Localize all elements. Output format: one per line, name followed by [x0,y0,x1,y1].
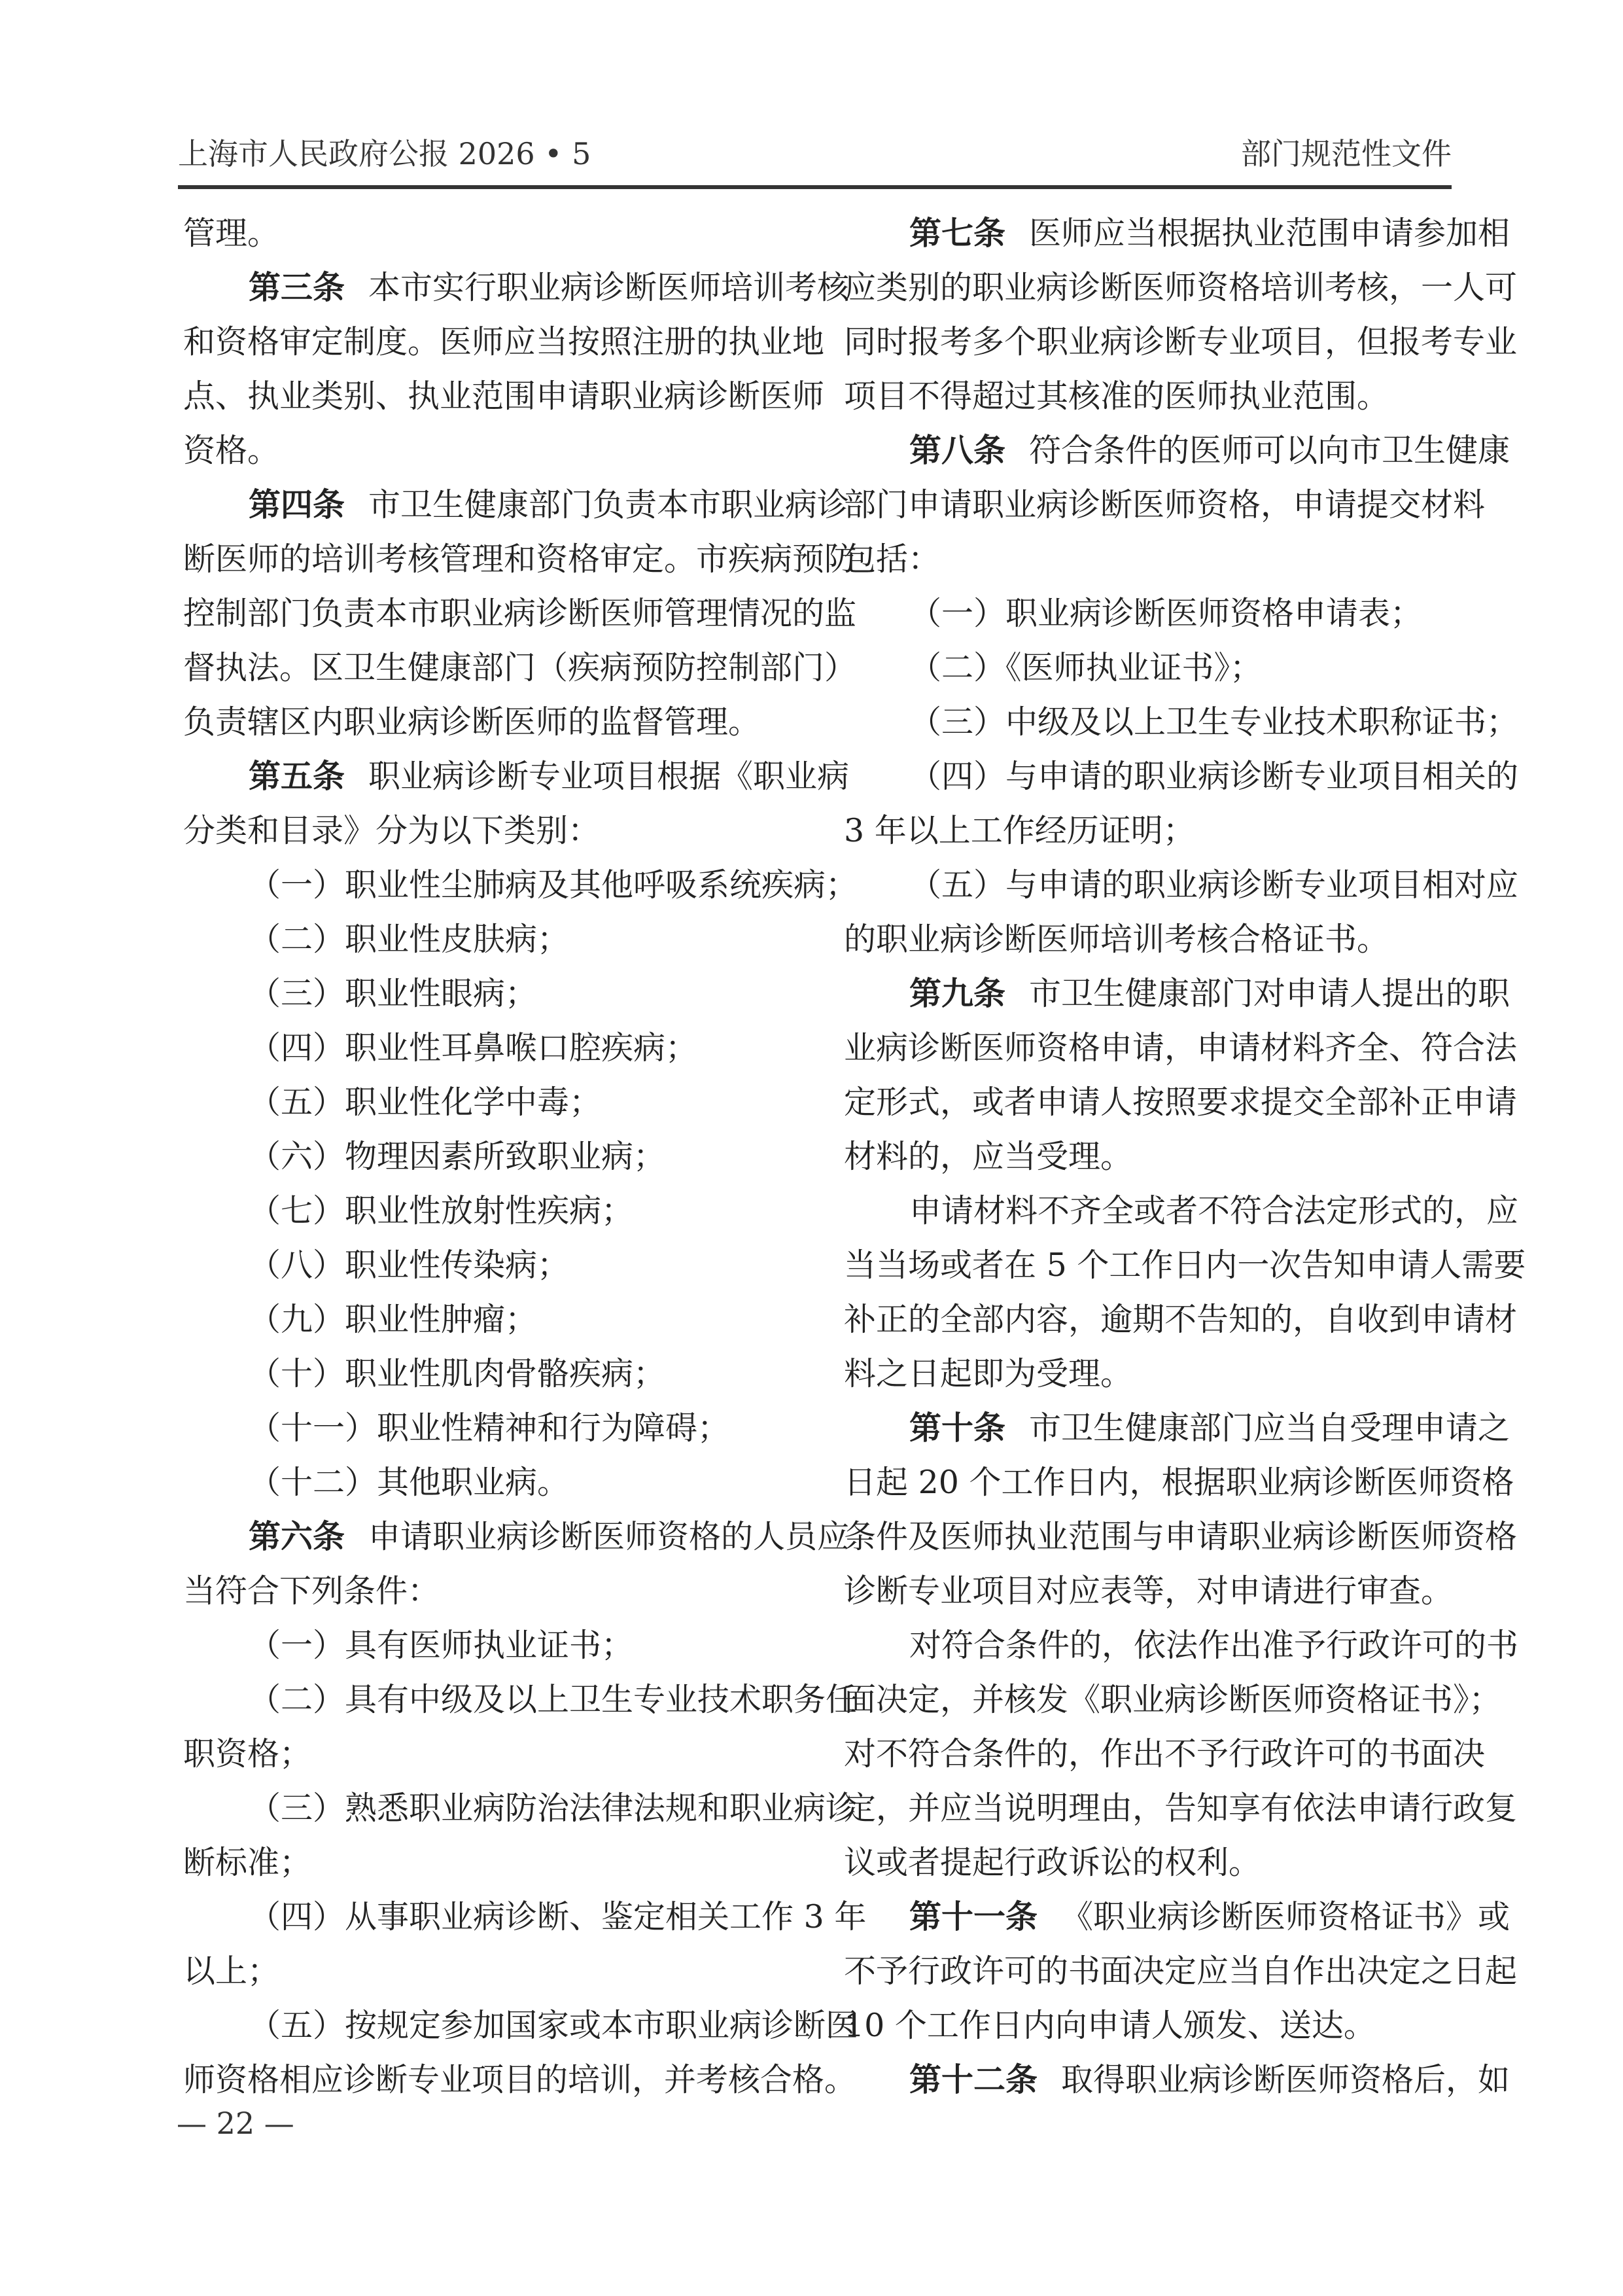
line-text: 3 年以上工作经历证明； [844,812,1195,849]
text-line [844,1564,1452,1618]
line-text: （十二）其他职业病。 [249,1464,570,1501]
text-line [844,1998,1452,2053]
text-line [183,1781,858,1835]
line-text: 定形式，或者申请人按照要求提交全部补正申请 [844,1084,1518,1121]
line-text: 以上； [183,1952,280,1990]
text-line [844,749,1519,804]
line-text: （一）职业病诊断医师资格申请表； [909,595,1423,632]
line-text: 的职业病诊断医师培训考核合格证书。 [844,921,1389,958]
line-text: 师资格相应诊断专业项目的培训，并考核合格。 [183,2061,857,2098]
line-text: 分类和目录》分为以下类别： [183,812,601,849]
line-text: 职资格； [183,1735,312,1773]
article-number: 第十一条 [909,1898,1038,1935]
article-number: 第五条 [249,758,345,795]
line-text: （七）职业性放射性疾病； [249,1192,634,1229]
line-text: 和资格审定制度。医师应当按照注册的执业地 [183,323,825,361]
text-line [183,260,850,315]
line-text: 当符合下列条件： [183,1572,440,1610]
line-text: （二）职业性皮肤病； [249,921,570,958]
text-line [183,1944,792,1998]
text-line [183,804,792,858]
line-text: 管理。 [183,215,280,252]
line-text: （三）中级及以上卫生专业技术职称证书； [909,703,1519,741]
text-line [844,1510,1518,1564]
text-line [844,260,1518,315]
line-text: 控制部门负责本市职业病诊断医师管理情况的监 [183,595,857,632]
text-line [183,1347,792,1401]
line-text: （四）与申请的职业病诊断专业项目相关的 [909,758,1519,795]
text-line [183,695,792,749]
text-line [844,1021,1518,1075]
text-line [183,858,858,912]
text-line [183,1184,792,1238]
text-line [183,966,792,1021]
line-text: （四）职业性耳鼻喉口腔疾病； [249,1029,698,1067]
text-line [183,641,857,695]
line-text: 补正的全部内容，逾期不告知的，自收到申请材 [844,1301,1518,1338]
text-line [844,1075,1518,1129]
line-text: 材料的，应当受理。 [844,1138,1133,1175]
line-text: 议或者提起行政诉讼的权利。 [844,1844,1261,1881]
text-line [844,641,1452,695]
text-line [183,478,850,532]
text-line [183,532,857,586]
line-text: 料之日起即为受理。 [844,1355,1133,1392]
text-line [844,695,1519,749]
text-line [183,1998,858,2053]
article-number: 第六条 [249,1518,345,1555]
text-line [183,1890,867,1944]
line-text: （一）具有医师执业证书； [249,1627,634,1664]
text-line [844,315,1518,369]
text-line [183,1075,792,1129]
text-line [844,1238,1526,1292]
line-text: 业病诊断医师资格申请，申请材料齐全、符合法 [844,1029,1518,1067]
text-line [183,1455,792,1510]
line-text: （八）职业性传染病； [249,1246,570,1284]
text-line [183,1672,858,1727]
line-text: 取得职业病诊断医师资格后，如 [1061,2061,1510,2098]
text-line [844,1129,1452,1184]
text-line [183,586,857,641]
line-text: 当当场或者在 5 个工作日内一次告知申请人需要 [844,1246,1526,1284]
text-line [844,478,1486,532]
page-number: — 22 — [177,2106,294,2141]
line-text: 符合条件的医师可以向市卫生健康 [1029,432,1510,469]
text-line [844,912,1452,966]
article-number: 第七条 [909,215,1006,252]
line-text: 督执法。区卫生健康部门（疾病预防控制部门） [183,649,857,686]
text-line [844,1781,1518,1835]
line-text: 市卫生健康部门对申请人提出的职 [1029,975,1510,1012]
line-text: （十一）职业性精神和行为障碍； [249,1409,730,1447]
text-line [183,1835,792,1890]
line-text: 诊断专业项目对应表等，对申请进行审查。 [844,1572,1454,1610]
text-line [844,1835,1452,1890]
text-line [183,1021,792,1075]
text-line [183,1510,850,1564]
line-text: （五）与申请的职业病诊断专业项目相对应 [909,866,1519,904]
text-line [183,1564,792,1618]
article-number: 第十二条 [909,2061,1038,2098]
text-line [183,1727,792,1781]
line-text: 不予行政许可的书面决定应当自作出决定之日起 [844,1952,1518,1990]
text-line [844,1347,1452,1401]
line-text: 面决定，并核发《职业病诊断医师资格证书》； [844,1681,1501,1718]
text-line [844,1184,1519,1238]
text-line [844,1890,1510,1944]
line-text: 项目不得超过其核准的医师执业范围。 [844,378,1389,415]
text-line [844,369,1452,423]
line-text: 部门申请职业病诊断医师资格，申请提交材料 [844,486,1486,523]
article-number: 第四条 [249,486,345,523]
line-text: 定，并应当说明理由，告知享有依法申请行政复 [844,1790,1518,1827]
text-line [183,2053,857,2107]
text-line [844,1672,1501,1727]
text-line [844,532,1452,586]
text-line [844,1455,1514,1510]
article-number: 第三条 [249,269,345,306]
text-line [844,1401,1510,1455]
text-line [844,966,1510,1021]
text-line [183,206,792,260]
left-column [183,206,867,2107]
line-text: （二）具有中级及以上卫生专业技术职务任 [249,1681,858,1718]
line-text: 断标准； [183,1844,312,1881]
line-text: 申请职业病诊断医师资格的人员应 [368,1518,850,1555]
line-text: （十）职业性肌肉骨骼疾病； [249,1355,666,1392]
line-text: （九）职业性肿瘤； [249,1301,538,1338]
line-text: 同时报考多个职业病诊断专业项目，但报考专业 [844,323,1518,361]
article-number: 第八条 [909,432,1006,469]
text-line [183,1292,792,1347]
line-text: 对符合条件的，依法作出准予行政许可的书 [909,1627,1519,1664]
text-line [844,1727,1486,1781]
line-text: 市卫生健康部门应当自受理申请之 [1029,1409,1510,1447]
text-line [183,912,792,966]
line-text: （三）职业性眼病； [249,975,538,1012]
line-text: 断医师的培训考核管理和资格审定。市疾病预防 [183,540,857,578]
line-text: 包括： [844,540,941,578]
text-line [844,2053,1510,2107]
text-line [844,586,1452,641]
text-line [183,749,850,804]
text-line [844,423,1510,478]
line-text: 申请材料不齐全或者不符合法定形式的，应 [909,1192,1519,1229]
line-text: （四）从事职业病诊断、鉴定相关工作 3 年 [249,1898,867,1935]
line-text: （五）按规定参加国家或本市职业病诊断医 [249,2007,858,2044]
text-line [183,315,825,369]
text-line [183,369,825,423]
line-text: 资格。 [183,432,280,469]
text-line [844,804,1452,858]
text-line [844,1944,1518,1998]
line-text: （六）物理因素所致职业病； [249,1138,666,1175]
line-text: 点、执业类别、执业范围申请职业病诊断医师 [183,378,825,415]
line-text: 10 个工作日内向申请人颁发、送达。 [844,2007,1376,2044]
line-text: （五）职业性化学中毒； [249,1084,602,1121]
header-rule [178,185,1452,189]
text-line [183,423,792,478]
text-line [844,1292,1518,1347]
line-text: 对不符合条件的，作出不予行政许可的书面决 [844,1735,1486,1773]
text-line [183,1618,792,1672]
line-text: 职业病诊断专业项目根据《职业病 [368,758,850,795]
text-line [183,1238,792,1292]
line-text: 《职业病诊断医师资格证书》或 [1061,1898,1510,1935]
line-text: （二）《医师执业证书》； [909,649,1263,686]
article-number: 第九条 [909,975,1006,1012]
text-line [844,206,1510,260]
text-line [844,858,1519,912]
line-text: 市卫生健康部门负责本市职业病诊 [368,486,850,523]
line-text: （一）职业性尘肺病及其他呼吸系统疾病； [249,866,858,904]
article-number: 第十条 [909,1409,1006,1447]
line-text: 医师应当根据执业范围申请参加相 [1029,215,1510,252]
line-text: 应类别的职业病诊断医师资格培训考核，一人可 [844,269,1518,306]
right-column [844,206,1526,2107]
line-text: 本市实行职业病诊断医师培训考核 [368,269,850,306]
line-text: 条件及医师执业范围与申请职业病诊断医师资格 [844,1518,1518,1555]
text-line [183,1129,792,1184]
section-header: 部门规范性文件 [1241,136,1452,171]
journal-header: 上海市人民政府公报 2026 • 5 [178,136,591,171]
text-line [183,1401,792,1455]
line-text: （三）熟悉职业病防治法律法规和职业病诊 [249,1790,858,1827]
line-text: 日起 20 个工作日内，根据职业病诊断医师资格 [844,1464,1514,1501]
text-line [844,1618,1519,1672]
line-text: 负责辖区内职业病诊断医师的监督管理。 [183,703,761,741]
